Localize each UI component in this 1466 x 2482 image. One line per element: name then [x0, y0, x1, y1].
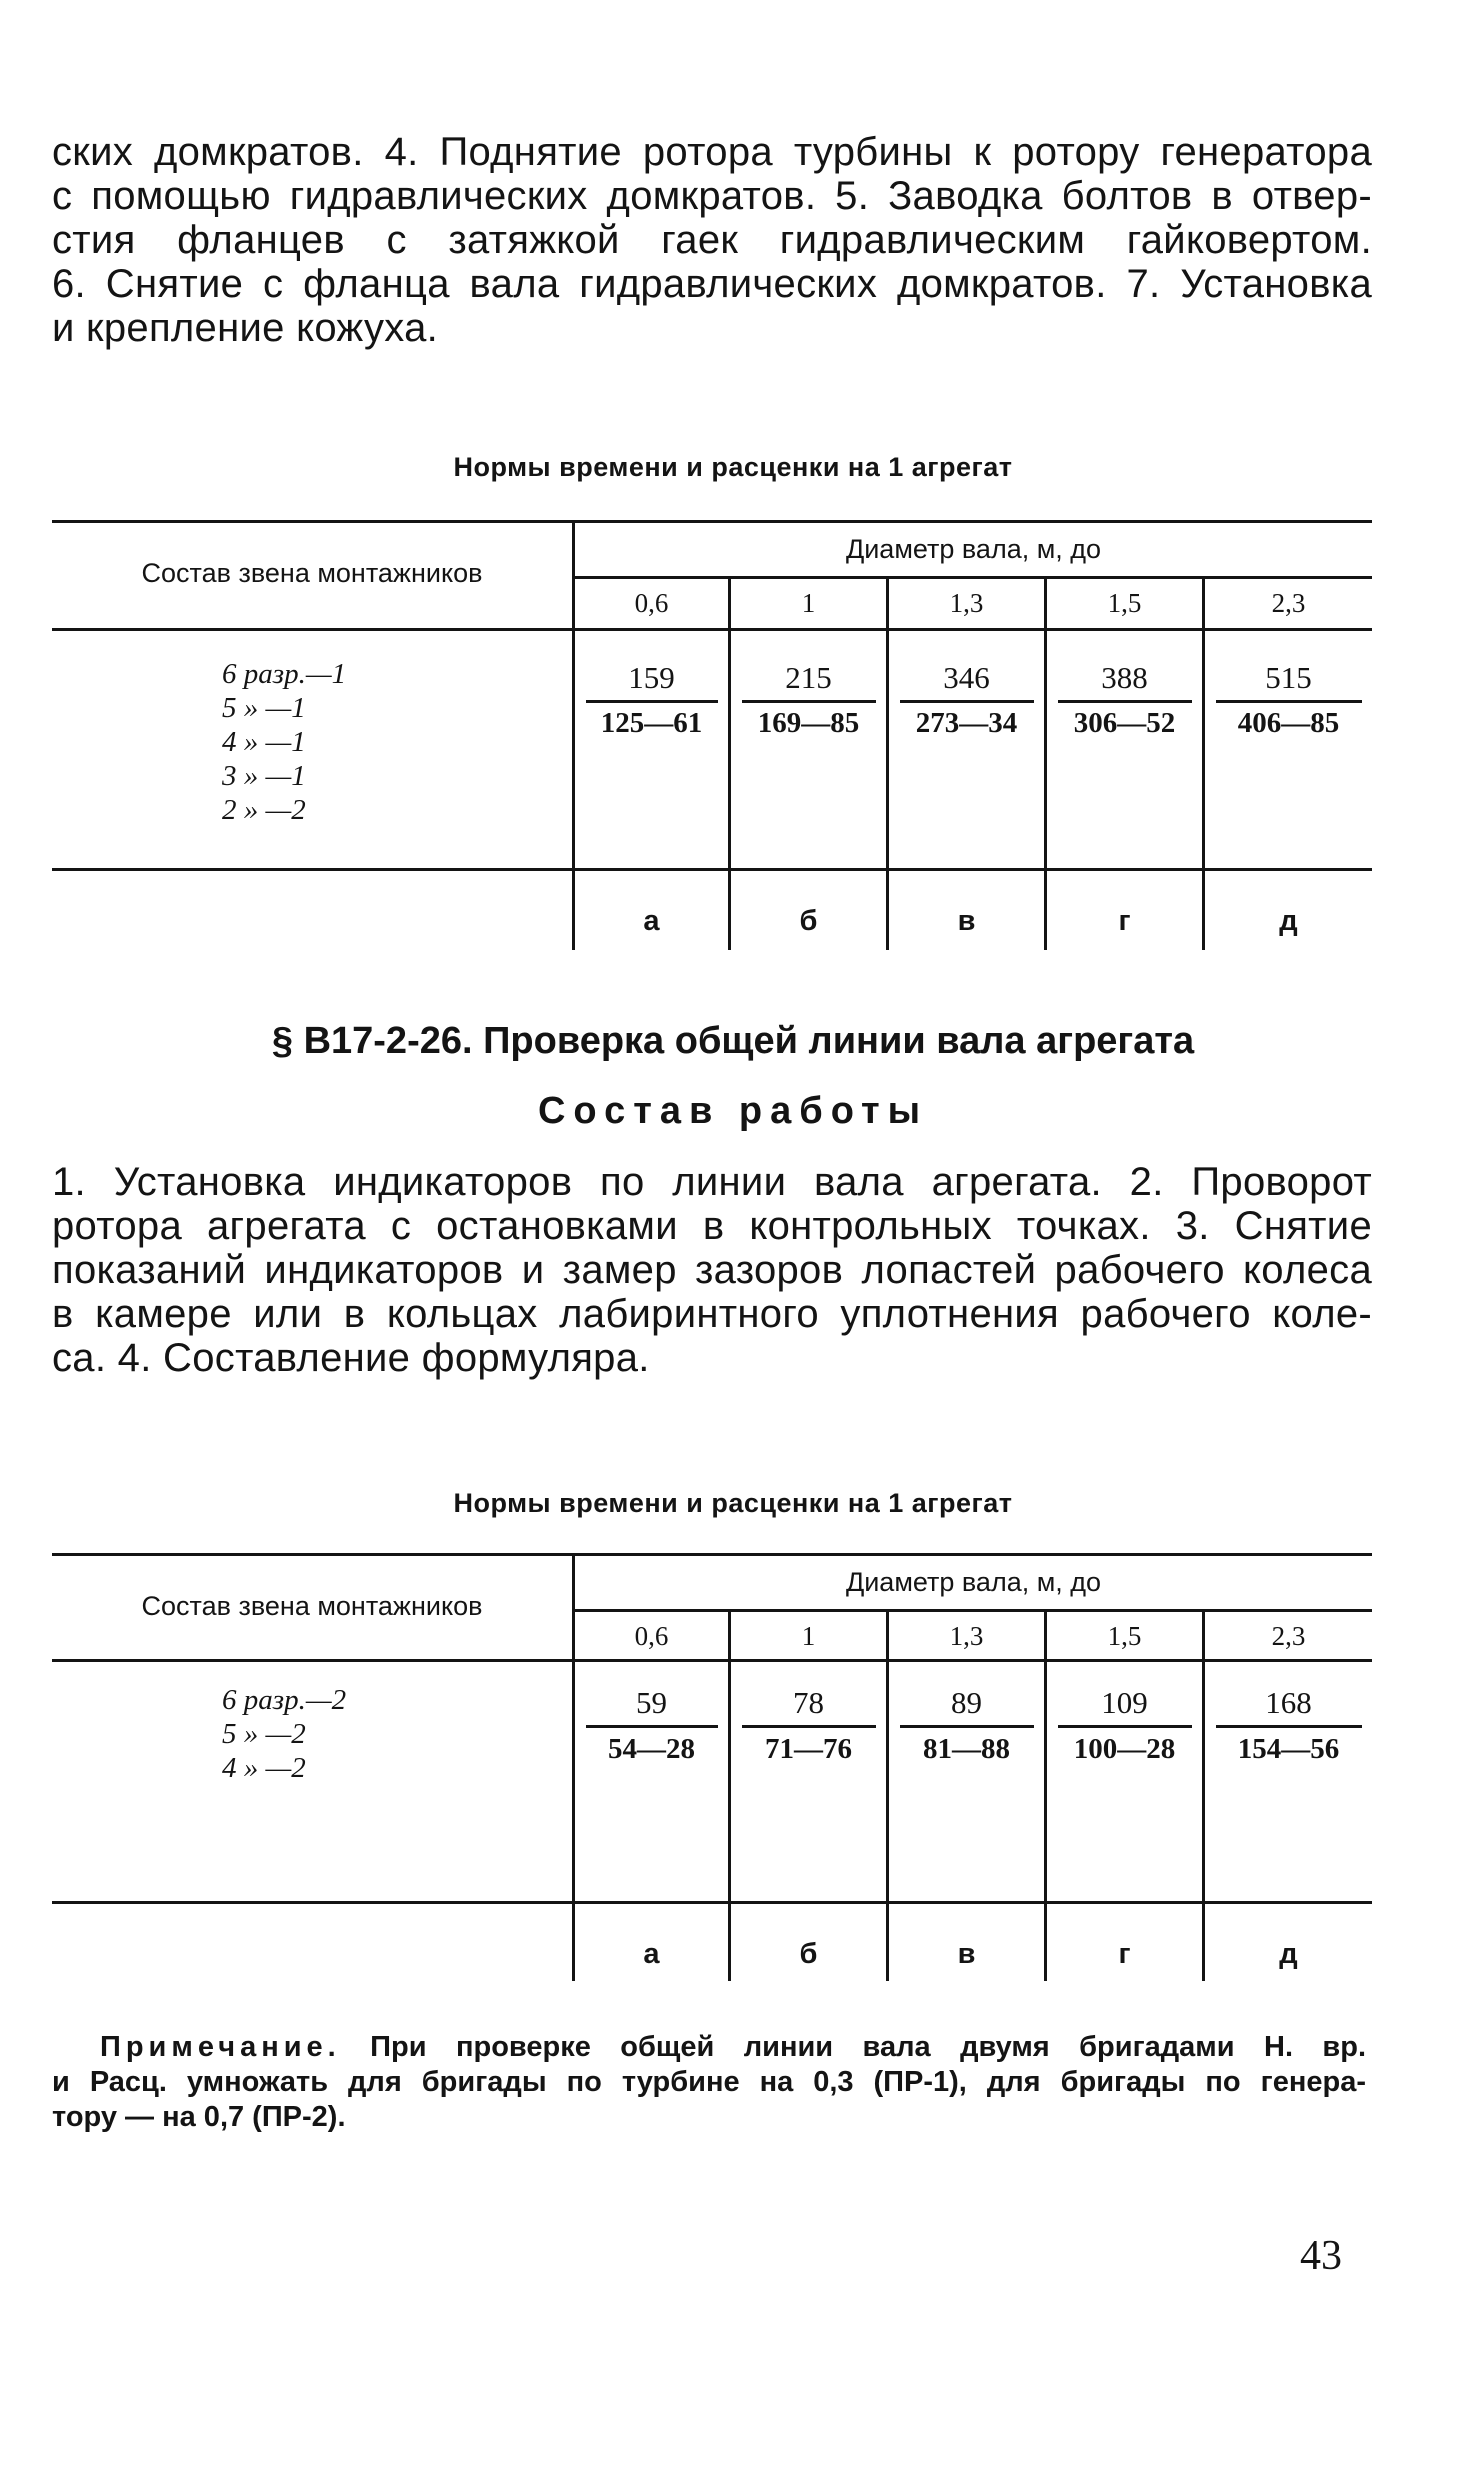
- crew-row: 6 разр.—2: [222, 1684, 347, 1716]
- column-letter: д: [1279, 1938, 1298, 1970]
- crew-row: 5 » —2: [222, 1718, 306, 1750]
- section-paragraph: [52, 1160, 1372, 1380]
- crew-row: 5 » —1: [222, 692, 306, 724]
- section-line: в камере или в кольцах лабиринтного уплотнения рабочего коле-: [52, 1292, 1372, 1336]
- column-letter: в: [957, 1938, 976, 1970]
- note-text: При проверке общей линии вала двумя бригадами Н. вр.: [370, 2031, 1367, 2063]
- rate-value: 54—28: [608, 1733, 695, 1765]
- diameter-header: 1,3: [949, 588, 984, 618]
- table1: [52, 520, 1372, 950]
- diameter-header: 1,5: [1107, 1621, 1142, 1651]
- crew-row: 4 » —2: [222, 1752, 306, 1784]
- crew-column-header: Состав звена монтажников: [141, 558, 483, 588]
- rate-value: 81—88: [923, 1733, 1010, 1765]
- intro-line: с помощью гидравлических домкратов. 5. Заводка болтов в отвер-: [52, 174, 1372, 218]
- time-norm: 89: [951, 1685, 982, 1720]
- intro-line: стия фланцев с затяжкой гаек гидравлическим гайковертом.: [52, 218, 1372, 262]
- crew-list: [222, 1683, 346, 1785]
- diameter-header: 1: [801, 1621, 816, 1651]
- page-number: 43: [1300, 2233, 1342, 2279]
- column-letter: д: [1279, 905, 1298, 937]
- time-norm: 215: [785, 660, 832, 695]
- table2-caption: Нормы времени и расценки на 1 агрегат: [453, 1488, 1013, 1518]
- column-letter: в: [957, 905, 976, 937]
- time-norm: 78: [793, 1685, 824, 1720]
- crew-row: 2 » —2: [222, 794, 306, 826]
- crew-column-header: Состав звена монтажников: [141, 1591, 483, 1621]
- diameter-header: 2,3: [1271, 588, 1306, 618]
- diameter-header: 0,6: [634, 1621, 669, 1651]
- intro-line: 6. Снятие с фланца вала гидравлических домкратов. 7. Установка: [52, 262, 1372, 306]
- note-line: тору — на 0,7 (ПР-2).: [52, 2101, 346, 2133]
- section-title: § В17-2-26. Проверка общей линии вала агрегата: [271, 1020, 1195, 1062]
- rate-value: 273—34: [915, 707, 1018, 739]
- column-letter: а: [643, 1938, 660, 1970]
- rate-value: 154—56: [1237, 1733, 1340, 1765]
- rate-value: 169—85: [757, 707, 860, 739]
- rate-value: 71—76: [765, 1733, 852, 1765]
- rate-value: 125—61: [600, 707, 703, 739]
- section-line: 1. Установка индикаторов по линии вала агрегата. 2. Проворот: [52, 1160, 1372, 1204]
- footnote-continued: [52, 2065, 1366, 2135]
- section-subtitle: Состав работы: [537, 1090, 929, 1132]
- crew-row: 4 » —1: [222, 726, 306, 758]
- diameter-header: 1,5: [1107, 588, 1142, 618]
- column-letter: б: [799, 1938, 818, 1970]
- section-line: показаний индикаторов и замер зазоров лопастей рабочего колеса: [52, 1248, 1372, 1292]
- time-norm: 109: [1101, 1685, 1148, 1720]
- column-letter: г: [1118, 1938, 1131, 1970]
- crew-list: [222, 657, 346, 827]
- section-line: ротора агрегата с остановками в контрольных точках. 3. Снятие: [52, 1204, 1372, 1248]
- diameter-header: 1,3: [949, 1621, 984, 1651]
- intro-paragraph: [52, 130, 1372, 350]
- time-norm: 159: [628, 660, 675, 695]
- time-norm: 346: [943, 660, 990, 695]
- column-letter: б: [799, 905, 818, 937]
- time-norm: 388: [1101, 660, 1148, 695]
- diameter-group-header: Диаметр вала, м, до: [845, 534, 1102, 564]
- time-norm: 168: [1265, 1685, 1312, 1720]
- footnote: [100, 2030, 1366, 2065]
- intro-line: ских домкратов. 4. Поднятие ротора турбины к ротору генератора: [52, 130, 1372, 174]
- diameter-header: 0,6: [634, 588, 669, 618]
- note-line: и Расц. умножать для бригады по турбине на 0,3 (ПР-1), для бригады по генера-: [52, 2066, 1366, 2098]
- table1-caption: Нормы времени и расценки на 1 агрегат: [453, 452, 1013, 482]
- diameter-header: 2,3: [1271, 1621, 1306, 1651]
- rate-value: 100—28: [1073, 1733, 1176, 1765]
- time-norm: 59: [636, 1685, 667, 1720]
- section-line: са. 4. Составление формуляра.: [52, 1336, 650, 1380]
- note-line: [100, 2030, 1366, 2065]
- intro-line: и крепление кожуха.: [52, 306, 439, 350]
- crew-row: 3 » —1: [222, 760, 306, 792]
- time-norm: 515: [1265, 660, 1312, 695]
- diameter-header: 1: [801, 588, 816, 618]
- table2: [52, 1553, 1372, 1981]
- column-letter: а: [643, 905, 660, 937]
- column-letter: г: [1118, 905, 1131, 937]
- crew-row: 6 разр.—1: [222, 658, 347, 690]
- rate-value: 306—52: [1073, 707, 1176, 739]
- note-label: Примечание.: [100, 2031, 341, 2063]
- diameter-group-header: Диаметр вала, м, до: [845, 1567, 1102, 1597]
- rate-value: 406—85: [1237, 707, 1340, 739]
